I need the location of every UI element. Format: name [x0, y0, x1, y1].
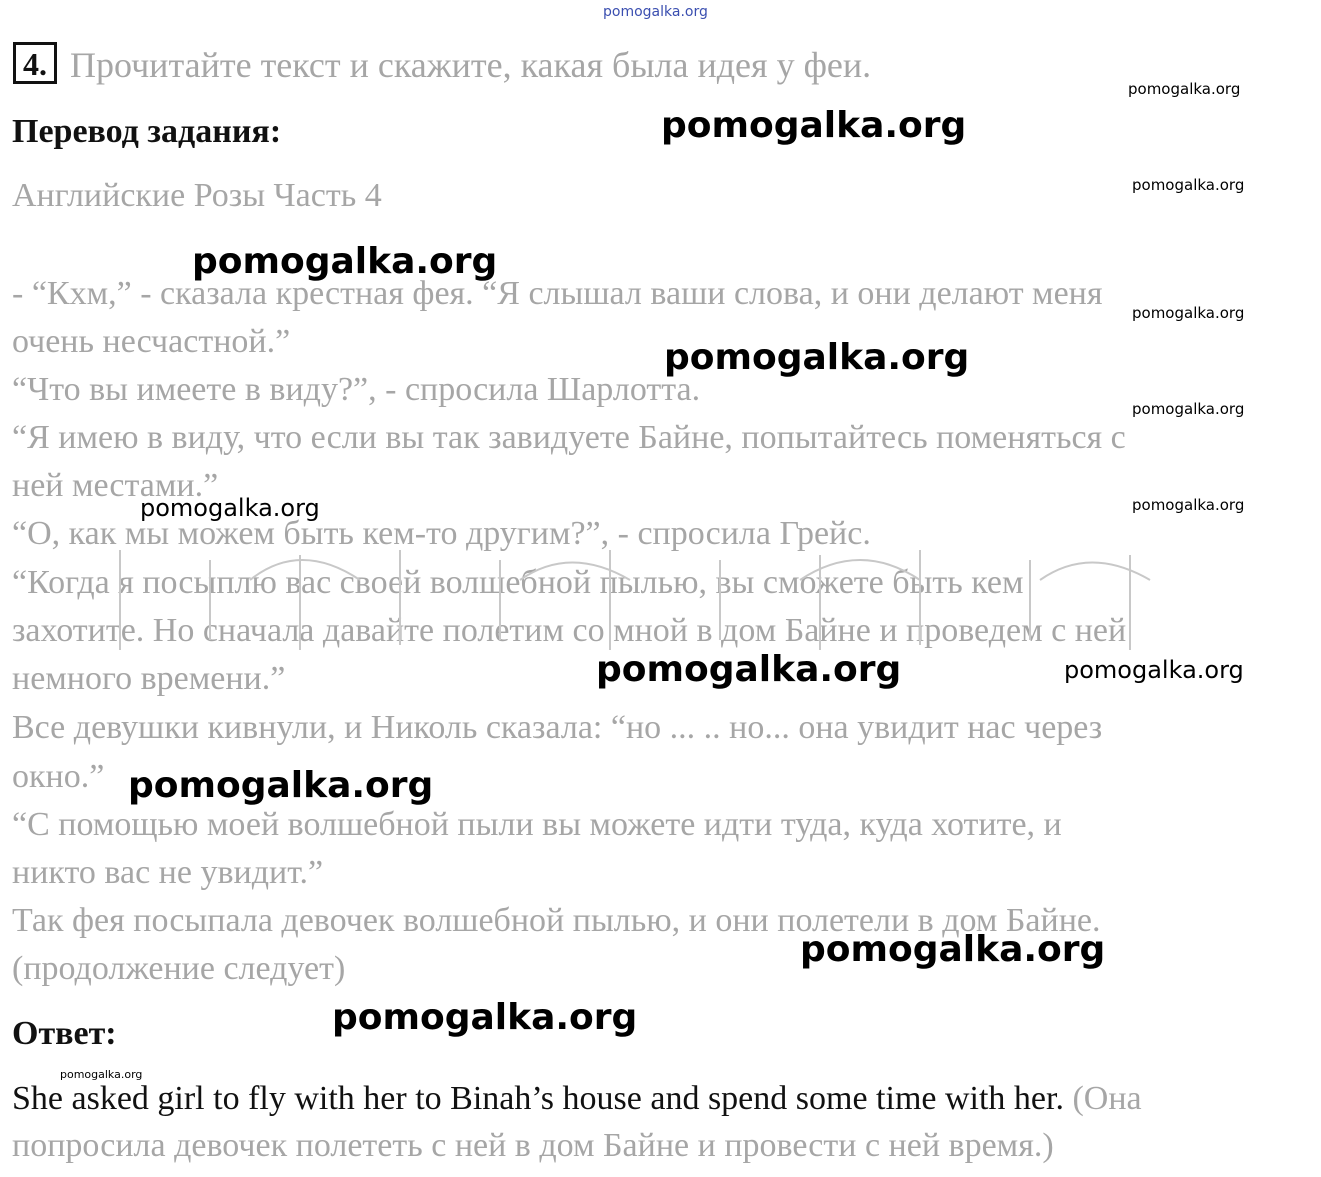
watermark: pomogalka.org	[140, 494, 320, 522]
watermark: pomogalka.org	[800, 929, 1106, 970]
watermark: pomogalka.org	[60, 1068, 143, 1081]
answer-russian: попросила девочек полететь с ней в дом Байне и провести с ней время.)	[12, 1127, 1054, 1164]
story-line: ней местами.”	[12, 467, 219, 504]
story-line: окно.”	[12, 758, 105, 795]
story-line: “Что вы имеете в виду?”, - спросила Шарлотта.	[12, 371, 701, 408]
watermark: pomogalka.org	[1132, 304, 1245, 322]
watermark: pomogalka.org	[596, 649, 902, 690]
answer-heading: Ответ:	[12, 1015, 117, 1052]
task-number-box: 4.	[13, 42, 57, 84]
story-line: очень несчастной.”	[12, 323, 291, 360]
translation-heading: Перевод задания:	[12, 113, 282, 150]
story-line: “Я имею в виду, что если вы так завидуете Байне, попытайтесь поменяться с	[12, 419, 1126, 456]
story-line: “О, как мы можем быть кем-то другим?”, - спросила Грейс.	[12, 515, 871, 552]
watermark: pomogalka.org	[1132, 176, 1245, 194]
watermark: pomogalka.org	[1128, 80, 1241, 98]
watermark: pomogalka.org	[1064, 656, 1244, 684]
watermark: pomogalka.org	[192, 241, 498, 282]
answer-english: She asked girl to fly with her to Binah’s house and spend some time with her.	[12, 1080, 1064, 1117]
story-line: немного времени.”	[12, 660, 286, 697]
answer-russian-start: (Она	[1072, 1080, 1142, 1117]
watermark: pomogalka.org	[664, 337, 970, 378]
watermark: pomogalka.org	[661, 105, 967, 146]
story-line: захотите. Но сначала давайте полетим со мной в дом Байне и проведем с ней	[12, 612, 1127, 649]
story-title: Английские Розы Часть 4	[12, 177, 382, 214]
story-line: - “Кхм,” - сказала крестная фея. “Я слышал ваши слова, и они делают меня	[12, 275, 1103, 312]
story-line: (продолжение следует)	[12, 950, 346, 987]
watermark: pomogalka.org	[1132, 496, 1245, 514]
story-line: Так фея посыпала девочек волшебной пылью, и они полетели в дом Байне.	[12, 902, 1101, 939]
watermark: pomogalka.org	[1132, 400, 1245, 418]
answer-line-1	[12, 1078, 1142, 1120]
story-line: никто вас не увидит.”	[12, 854, 324, 891]
story-line: Все девушки кивнули, и Николь сказала: “но ... .. но... она увидит нас через	[12, 709, 1103, 746]
watermark: pomogalka.org	[332, 997, 638, 1038]
task-text: Прочитайте текст и скажите, какая была идея у феи.	[70, 45, 872, 85]
watermark-top: pomogalka.org	[603, 4, 708, 20]
story-line: “Когда я посыплю вас своей волшебной пылью, вы сможете быть кем	[12, 564, 1024, 601]
story-line: “С помощью моей волшебной пыли вы можете идти туда, куда хотите, и	[12, 806, 1062, 843]
watermark: pomogalka.org	[128, 765, 434, 806]
